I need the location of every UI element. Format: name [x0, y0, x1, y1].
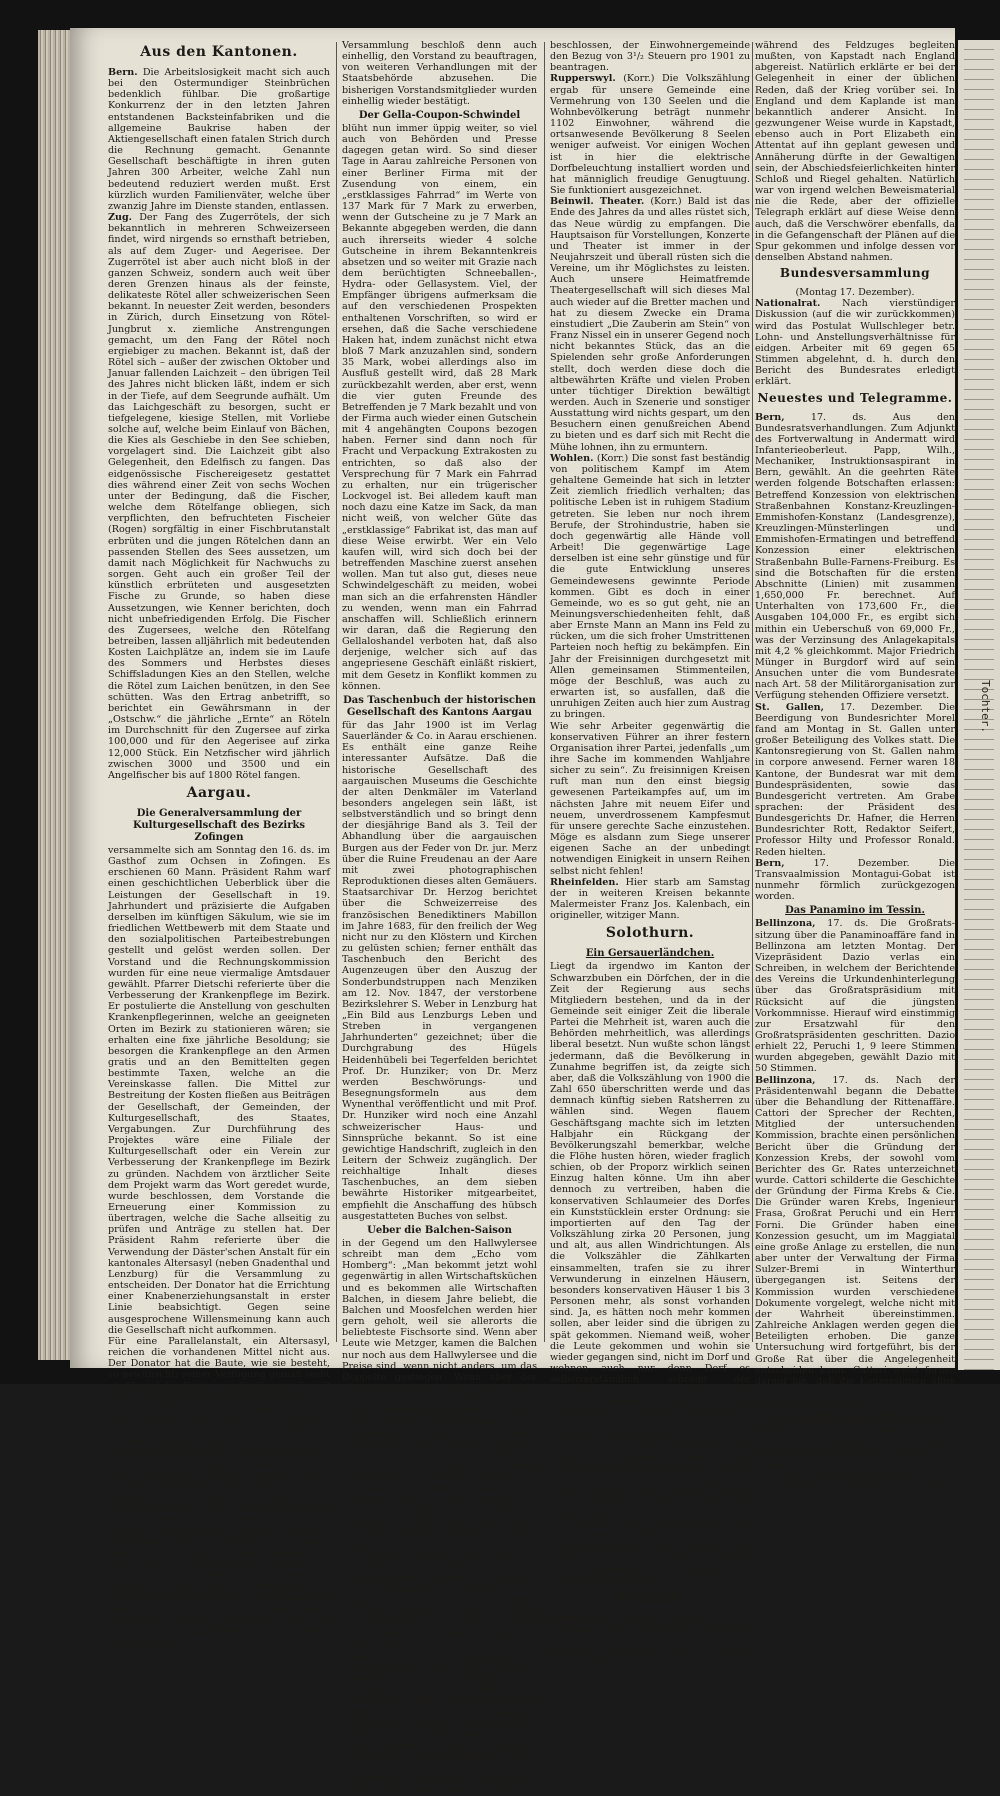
section-heading-ausland: Ausland. — [613, 1590, 687, 1607]
article-zug — [108, 212, 330, 781]
article-lead: Rupperswyl. — [550, 73, 616, 85]
article-body: Nach vierstündiger Diskussion (auf die wir zurückkommen) wird das Postulat Wullschleger betr. Lohn- und Anstellungsverhältnisse für eidgen. Arbeiter mit 69 gegen 65 Stimmen abgelehnt, d. h. durch den Bericht des Bundesrates erledigt erklärt. — [755, 298, 955, 388]
correspondent-tag: (Korr.) — [650, 196, 682, 208]
column-rule — [336, 42, 337, 1342]
column-1 — [108, 40, 330, 1649]
column-3 — [550, 40, 750, 1669]
article-body: 17. Dezember. Die Transvaalmission Montagui-Gobat ist nunmehr förmlich zurückgezogen worden. — [755, 857, 955, 903]
article-lead: Bern, — [755, 857, 785, 869]
article-lead: Paris, — [755, 1425, 786, 1437]
article-suedafrika — [550, 1613, 750, 1669]
article-subheading: Der Gella-Coupon-Schwindel — [358, 109, 521, 121]
article-lead: Aarau — [342, 1650, 374, 1662]
article-body: 17. ds. Die Großrats-sitzung über die Panaminoaffäre fand in Bellinzona am letzten Montag. Der Vizepräsident Dazio verlas ein Schreiben, in welchem der Berichtende des Vereins die Urkundenhinterlegung über das Großratspräsidium mit Rücksicht auf die jüngsten Vorkommnisse. Hierauf wird einstimmig zur Ersatzwahl für den Großratspräsidenten geschritten. Dazio erhielt 22, Peruchi 1, 9 leere Stimmen wurden abgegeben, gewählt Dazio mit 50 Stimmen. — [755, 918, 955, 1075]
article-lead: St. Gallen, — [755, 701, 824, 713]
article-rupperswyl — [550, 73, 750, 196]
article-lead: Beinwil. Theater. — [550, 196, 645, 208]
column-rule — [752, 42, 753, 1342]
article-body: 17. ds. Aus den Bundesratsverhandlungen. Zum Adjunkt des Fortverwaltung in Andermatt wird Infanterieoberleut. Papp, Wilh., Mechaniker, Instruktionsaspirant in Bern, gewählt. An die geehrten Räte werden folgende Botschaften erlassen: Betreffend Konzession von elektrischen Straßenbahnen Konstanz-Kreuzlingen-Emmishofen-Konstanz (Landesgrenze), Kreuzlingen-Münsterlingen und Emmishofen-Ermatingen und betreffend Konzession einer elektrischen Straßenbahn Bulle-Farnens-Freiburg. Es sind die Botschaften für die ersten Abschnitte (Linien) mit zusammen 1,650,000 Fr. berechnet. Auf Unterhalten von 173,600 Fr., die Ausgaben 104,000 Fr., es ergibt sich mithin ein Ueberschuß von 69,000 Fr., was der Verzinsung des Anlagekapitals mit 4,2 % gleichkommt. Major Friedrich Münger in Burgdorf wird auf sein Ansuchen unter die vom Bundesrate nach Art. 58 der Militärorganisation zur Verfügung stehenden Offiziere versetzt. — [755, 411, 955, 702]
article-taschenbuch: für das Jahr 1900 ist im Verlag Sauerländer & Co. in Aarau erschienen. Es enthält eine ganze Reihe interessanter Aufsätze. Daß die historische Gesellschaft des aargauischen Museums die Geschichte der alten Denkmäler im Vaterland besonders angelegen sein läßt, ist selbstverständlich und so bringt denn der diesjährige Band als 3. Teil der Abhandlung über die aargauischen Burgen aus der Feder von Dr. jur. Merz über die Ruine Freudenau an der Aare mit zwei photographischen Reproduktionen dieses alten Gemäuers. Staatsarchivar Dr. Herzog berichtet über die Schweizerreise des französischen Benediktiners Mabillon im Jahre 1683, für den freilich der Weg nicht nur zu den Klöstern und Kirchen zu gelüsten schien; ferner enthält das Taschenbuch den Bericht des Augenzeugen über den Auszug der Sonderbundstruppen nach Menziken am 12. Nov. 1847, der verstorbene Bezirkslehrer S. Weber in Lenzburg hat „Ein Bild aus Lenzburgs Leben und Streben in vergangenen Jahrhunderten“ gezeichnet; über die Durchgrabung des Hügels Heidenhübeli bei Tegerfelden berichtet Prof. Dr. Hunziker; von Dr. Merz werden Beschwörungs- und Besegnungsformeln aus dem Wynenthal veröffentlicht und mit Prof. Dr. Hunziker wird noch eine Anzahl schweizerischer Haus- und Sinnsprüche bekannt. So ist eine gewichtige Handschrift, zugleich in den Leitern der Schweiz zugänglich. Der reichhaltige Inhalt dieses Taschenbuches, an dem sieben bewährte Historiker mitgearbeitet, empfiehlt die Anschaffung des hübsch ausgestatteten Buches von selbst. — [342, 719, 537, 1222]
article-lead: Zug. — [108, 212, 133, 224]
article-subheading: Das Taschenbuch der historischen Gesellschaft des Kantons Aargau — [343, 694, 536, 718]
article-body: Hier starb am Samstag der in weiteren Kreisen bekannte Malermeister Franz Jos. Kalenbach, ein origineller, witziger Mann. — [550, 876, 750, 922]
article-lead: Bern. — [108, 67, 138, 78]
article-aarau — [342, 1651, 537, 1796]
telegram-bellinzona-2 — [755, 1075, 955, 1410]
article-coupon-schwindel: blüht nun immer üppig weiter, so viel auch von Behörden und Presse dagegen getan wird. So sind dieser Tage in Aarau zahlreiche Personen von einer Berliner Firma mit der Zusendung von einem, ein „erstklassiges Fahrrad“ im Werte von 137 Mark für 7 Mark zu erwerben, wenn der Gutscheine zu je 7 Mark an Bekannte abgegeben werden, die dann auch ihrerseits wieder 4 solche Gutscheine in ihrem Bekanntenkreis absetzen und so weiter mit Grazie nach dem berüchtigten Schneeballen-, Hydra- oder Gellasystem. Viel, der Empfänger übrigens aufmerksam die auf den verschiedenen Prospekten enthaltenen Vorschriften, so wird er ersehen, daß die Sache verschiedene Haken hat, indem zunächst nicht etwa bloß 7 Mark anzuzahlen sind, sondern 35 Mark, wobei allerdings also im Ausfluß gestellt wird, daß 28 Mark zurückbezahlt werden, aber erst, wenn die vier guten Freunde des Betreffenden je 7 Mark bezahlt und von der Firma auch wieder einen Gutschein mit 4 angehängten Coupons bezogen haben. Ferner sind dann noch für Fracht und Verpackung Extrakosten zu entrichten, so daß also der Versprechung für 7 Mark ein Fahrrad zu erhalten, nur ein trügerischer Lockvogel ist. Bei alledem kauft man noch dazu eine Katze im Sack, da man nicht weiß, von welcher Güte das „erstklassige“ Fabrikat ist, das man auf diese Weise erwirbt. Wer ein Velo kaufen will, wird sich doch bei der betreffenden Maschine zuerst ansehen wollen. Man tut also gut, dieses neue Schwindelgeschäft zu meiden, wobei man sich an die erfahrensten Händler zu wenden, wenn man ein Fahrrad anschaffen will. Schließlich erinnern wir daran, daß die Regierung den Gellaloshandel verboten hat, daß also derjenige, welcher sich auf das angepriesene Geschäft einläßt riskiert, mit dem Gesetz in Konflikt kommen zu können. — [342, 122, 537, 692]
article-continuation: Es sind doch bis Mordsfeier die konservativen Ratsherren nicht in dem Gemeinderat erwünscht worden, so daß das Dörfchen nun mit dem Stimmzettel einen sicheren Sieg erreichen könnte. Wir wünschen ihnen, daß die Schwarzbuben nicht zu sehr verlieren, und für alle Zeiten dem Proporz den Zutritt versperrt wird. Wie ein gesunder Bevölkerungsstand bald erwiesen sein wird, so wird auch dieses Gersauerländchen dem Fortschritt sich nicht entziehen können. — [550, 1441, 750, 1586]
article-lead: Südafrika. — [550, 1613, 606, 1625]
article-rheinfelden — [550, 877, 750, 922]
next-page-fragment: Tochter. — [979, 680, 992, 733]
article-beinwil — [550, 196, 750, 453]
article-continuation: beschlossen, der Einwohnergemeinde den Bezug von 3¹/₂ Steuern pro 1901 zu beantragen. — [550, 40, 750, 74]
article-wohlen — [550, 453, 750, 721]
section-heading-aargau: Aargau. — [186, 785, 252, 801]
article-lead: Bern, — [755, 411, 785, 423]
column-rule — [544, 42, 545, 1342]
article-lead: Wohlen. — [550, 452, 594, 464]
article-body: Bald ist das Ende des Jahres da und alles rüstet sich, das Neue würdig zu empfangen. Die Hauptsaison für Vorstellungen, Konzerte und Theater ist immer in der Neujahrszeit und überall rüsten sich die Vereine, um ihr Möglichstes zu leisten. Auch unsere Heimatfremde Theatergesellschaft will sich dieses Mal auch wieder auf die Bretter machen und hat zu diesem Zwecke ein Drama einstudiert „Die Zauberin am Stein“ von Franz Nissel ein in unserer Gegend noch nicht bekanntes Stück, das an die Spielenden sehr große Anforderungen stellt, doch werden diese doch die altbewährten Kräfte und vielen Proben unter tüchtiger Direktion bewältigt werden. Auch in Szenerie und sonstiger Ausstattung wird nichts gespart, um den Besuchern einen genußreichen Abend zu bieten und es darf sich mit Recht die Mühe lohnen, ihn zu ermuntern. — [550, 196, 750, 453]
article-bern — [108, 67, 330, 212]
article-subheading: Unglücksfälle und Verbrechen. — [768, 1412, 942, 1424]
article-body: 17. Dezember. Die Beerdigung von Bundesrichter Morel fand am Montag in St. Gallen unter großer Beteiligung des Volkes statt. Die Kantonsregierung von St. Gallen nahm in corpore anwesend. Ferner waren 18 Kantone, der Bundesrat war mit dem Bundespräsidenten, sowie das Bundesgericht vertreten. Am Grabe sprachen: der Präsident des Bundesgerichts Dr. Hafner, die Herren Bundesrichter Rott, Redaktor Seifert, Professor Hilty und Professor Ronald. Reden hielten. — [755, 701, 955, 858]
article-lead: Nationalrat. — [755, 298, 821, 310]
column-2 — [342, 40, 537, 1796]
article-body: Die sonst fast beständig von politischem Kampf im Atem gehaltene Gemeinde hat sich in letzter Zeit ziemlich friedlich verhalten; das politische Leben ist in ruhigem Stadium getreten. Sie leben nur noch ihrem Berufe, der Strohindustrie, haben sie doch gegenwärtig alle Hände voll Arbeit! Die gegenwärtige Lage derselben ist eine sehr günstige und für die gute Entwicklung unseres Gemeindewesens gewinnte Periode kommen. Gibt es doch in einer Gemeinde, wo es so gut geht, nie an Meinungsverschiedenheiten fehlt, daß aber Ernste Mann an Mann ins Feld zu rücken, um die sich froher Umstrittenen Parteien noch heftig zu bekämpfen. Ein Jahr der Freisinnigen durchgesetzt mit Allen gemeinsamen Stimmenteilen, möge der Beschluß, was auch zu erwarten ist, so ausfallen, daß die unruhigen Zeiten auch hier zum Austrag zu bringen. — [550, 452, 750, 721]
article-continuation: Versammlung beschloß denn auch einhellig, den Vorstand zu beauftragen, von weiteren Verhandlungen mit der Staatsbehörde abzusehen. Die bisherigen Vorstandsmitglieder wurden einhellig wieder bestätigt. — [342, 40, 537, 107]
column-4 — [755, 40, 955, 1493]
article-continuation: während des Feldzuges begleiten mußten, von Kapstadt nach England abgereist. Natürlich erklärte er bei der Gelegenheit in einer der üblichen Reden, daß der Krieg vorüber sei. In England und dem Kaplande ist man bekanntlich anderer Ansicht. In gezwungener Weise wurde in Kapstadt, ebenso auch in Port Elizabeth ein Attentat auf ihn geplant gewesen und Annäherung dürfte in der Gewaltigen sein, der Abschiedsfeierlichkeiten hinter Schloß und Riegel gehalten. Natürlich war von irgend welchen Beweismaterial nie die Rede, aber der offizielle Telegraph erklärt auf diese Weise denn auch, daß die Verschwörer ebenfalls, da in die Gefangenschaft der Plänen auf die Spur gekommen und infolge dessen vor denselben Abstand nahmen. — [755, 40, 955, 263]
section-heading-solothurn: Solothurn. — [605, 925, 695, 942]
article-balchen: in der Gegend um den Hallwylersee schreibt man dem „Echo vom Homberg“: „Man bekommt jetzt wohl gegenwärtig in allen Wirtschaftsküchen und es bekommen alle Wirtschaften Balchen, in diesem Jahre beliebt, die Balchen und Moosfelchen werden hier gern geholt, weil sie allerorts die beliebteste Fischsorte sind. Wenn aber Leute wie Metzger, kamen die Balchen nur noch aus dem Hallwylersee und die Preise sind, wenn nicht anders, um das Doppelte gestiegen. Wenn aber der Fischhandel diesem Wirte oder jenem Fischer das Balchen auch nur einen kleinen Preisnachlass anbot, so kamen schon wieder Bestellungen. Das Balchenessen ist aber in der ganzen Gegend einer der schönsten Genüsse. Man weiß, daß der Balchen dort erst und nur im Winter so recht schmackhaft ist. Wo die Balchen von Meisterschaft gefischt werden, da beten die Leute so zum Himmel, daß doch gute Balchenjahre kommen möchten. Vor 10 Jahren noch kaufte man das Pfund Balchen zu 50–60 Rappen, während heute 90 Rp. und 1 Fr. bezahlt werden. Seit sie ein bekannter, auch unserer Gegend stammender Wirt in Bern den National- und Ständeräten verraten und vorgestellt hat, wird jetzt die Balchen per Stück bezahlt, da sind die Preise noch gestiegen und es wird auch nicht helfen, wenn die Balchen nur selten zu haben sind. — [342, 1237, 537, 1651]
correspondent-tag: (Korr.) — [623, 73, 655, 85]
section-heading-kantonen: Aus den Kantonen. — [140, 44, 298, 60]
section-heading-bundesversammlung: Bundesversammlung — [779, 266, 931, 281]
telegram-st-gallen — [755, 702, 955, 858]
section-heading-telegramme: Neuestes und Telegramme. — [757, 390, 953, 405]
article-body: Der Fang des Zugerrötels, der sich bekanntlich in mehreren Schweizerseen findet, wird nirgends so ernsthaft betrieben, als auf dem Zuger- und Aegerisee. Der Zugerrötel ist aber auch nicht bloß in der ganzen Schweiz, sondern auch weit über deren Grenzen hinaus als der feinste, delikateste Rötel aller schweizerischen Seen bekannt. In neuester Zeit werden, besonders in Zürich, durch Einsetzung von Rötel-Jungbrut x. ziemliche Anstrengungen gemacht, um den Fang der Rötel noch ergiebiger zu machen. Bekannt ist, daß der Rötel sich – außer der zwischen Oktober und Januar fallenden Laichzeit – den übrigen Teil des Jahres nicht blicken läßt, indem er sich in der Tiefe, auf dem Seegrunde aufhält. Um das Laichgeschäft zu besorgen, sucht er tiefgelegene, kiesige Stellen, mit Vorliebe solche auf, welche beim Einlauf von Bächen, die Kies als Geschiebe in den See schieben, vorgelagert sind. Die Laichzeit gibt also Gelegenheit, den Edelfisch zu fangen. Das eidgenössische Fischereigesetz gestattet dies während einer Zeit von sechs Wochen unter der Bedingung, daß die Fischer, welche dem Rötelfange obliegen, sich verpflichten, den befruchteten Fischeier (Rogen) sorgfältig in einer Fischbrutanstalt erbrüten und die jungen Rötelchen dann an passenden Stellen des Sees aussetzen, um damit nach Möglichkeit für Nachwuchs zu sorgen. Geht auch ein großer Teil der künstlich erbrüteten und ausgesetzten Fische zu Grunde, so haben diese Aussetzungen, wie Kenner berichten, doch nicht unbefriedigenden Erfolg. Die Fischer des Zugersees, welche den Rötelfang betreiben, lassen alljährlich mit bedeutenden Kosten Laichplätze an, indem sie im Laufe des Sommers und Herbstes dieses Schiffsladungen Kies an den Stellen, welche die Rötel zum Laichen benützen, in den See schütten. Was den Ertrag anbetrifft, so berichtet ein Gewährsmann in der „Ostschw.“ die jährliche „Ernte“ an Röteln im Durchschnitt für den Zugersee auf zirka 100,000 und für den Aegerisee auf zirka 12,000 Stück. Ein Netzfischer wird jährlich zwischen 3000 und 3500 und ein Angelfischer bis auf 1800 Rötel fangen. — [108, 212, 330, 781]
article-lead: Rheinfelden. — [550, 876, 619, 888]
article-continuation: Wie sehr Arbeiter gegenwärtig die konservativen Führer an ihrer festern Organisation ihrer Partei, jedenfalls „um ihre Sache im kommenden Wahljahre sicher zu sein“. Zu freisinnigen Kreisen ruft man nun den einst biegsig gewesenen Parteikampfes auf, um im nächsten Jahre mit neuem Eifer und neuem, unverdrossenem Kampfesmut für unsere gerechte Sache einzustehen. Möge es alsdann zum Siege unserer eigenen Sache an der unbedingt notwendigen Einigkeit in unsern Reihen selbst nicht fehlen! — [550, 720, 750, 877]
article-subheading: Ueber die Balchen-Saison — [367, 1224, 512, 1236]
article-gersauerlaendchen: Liegt da irgendwo im Kanton der Schwarzbuben ein Dörfchen, der in die Zeit der Regierung aus sechs Mitgliedern bestehen, und da in der Gemeinde seit einiger Zeit die liberale Partei die Mehrheit ist, waren auch die Behörden mehrheitlich, was allerdings liberal besetzt. Nun wußte schon längst jedermann, daß die Bevölkerung in Zunahme begriffen ist, da zeigte sich aber, daß die Volkszählung von 1900 die Zahl 650 überschritten werde und das demnach künftig sieben Ratsherren zu wählen sind. Wegen flauem Geschäftsgang machte sich im letzten Halbjahr ein Rückgang der Bevölkerungszahl bemerkbar, welche die Flöhe husten hören, wieder fraglich schien, ob der Proporz wirklich seinen Einzug halten könne. Um ihn aber dennoch zu vertreiben, haben die konservativen Schlaumeier des Dorfes ein Kunststücklein erster Ordnung: sie importierten auf den Tag der Volkszählung zirka 20 Personen, jung und alt, aus allen Windrichtungen. Als die Volkszähler die Zählkarten einsammelten, trafen sie zu ihrer Verwunderung in einzelnen Häusern, besonders konservativen Häuser 1 bis 3 Personen mehr, als sonst vorhanden sind. Ja, es hätten noch mehr kommen sollen, aber leider sind die übrigen zu spät gekommen. Niemand weiß, woher die Leute gekommen und wohin sie wieder gegangen sind, nicht im Dorf und wohnen auch nur denn Dorf es selbstverständlich, schreibt der „Birsbote“, daß man wahrlich allzu schwere Bedenken tragen muß, die Bevölkerung zu zählen, welche unter Umständen nicht selbständig ihre Zählung zu Stande bringen. — [550, 961, 750, 1441]
article-body: Lord Roberts feierte am 12. Dezember das 50-jährige Jubiläum seines Eintrittes in die Armee. Er ist am Dienstag mit seiner Frau und seinen beiden Töchtern, die ihn — [550, 1613, 750, 1669]
correspondent-tag: (Korr.) — [596, 452, 629, 464]
session-date: (Montag 17. Dezember). — [795, 287, 915, 299]
article-subheading: Ein Gersauerländchen. — [585, 948, 715, 960]
article-body: Die Arbeitslosigkeit macht sich auch bei den Ostermundiger Steinbrüchen bedenklich fühlbar. Die großartige Konkurrenz der in den letzten Jahren entstandenen Backsteinfabriken und die allgemeine Baukrise haben der Aktiengesellschaft einen fatalen Strich durch die Rechnung gemacht. Genannte Gesellschaft beschäftigte in ihren guten Jahren 300 Arbeiter, welche Zahl nun bedeutend reduziert werden mußt. Erst kürzlich wurden Familienväter, welche über zwanzig Jahre im Dienste standen, entlassen. — [108, 67, 330, 212]
telegram-bern-2 — [755, 858, 955, 903]
article-body: 17. ds. Nach der Präsidentenwahl begann die Debatte über die Behandlung der Rittenaffäre. Cattori der Sprecher der Rechten, Mitglied der untersuchenden Kommission, brachte einen persönlichen Bericht über die Gründung der Konzession Krebs, der sowohl vom Berichter des Gr. Rates unterzeichnet wurde. Cattori schilderte die Geschichte der Gründung der Firma Krebs & Cie. Die Gründer waren Krebs, Ingenieur Frasa, Großrat Peruchi und ein Herr Forni. Die Gründer haben eine Konzession gesucht, um im Maggiatal eine große Anlage zu erstellen, die nun aber unter der Verwaltung der Firma Sulzer-Bremi in Winterthur übergegangen ist. Seitens der Kommission wurden verschiedene Dokumente vorgelegt, welche nicht mit der Wahrheit übereinstimmen. Zahlreiche Anklagen werden gegen die Beteiligten erhoben. Die ganze Untersuchung wird fortgeführt, bis der Große Rat über die Angelegenheit entscheiden kann. Cattori weist ferner darauf hin, daß die Konzessionen ohne gehörige Prüfung erteilt wurden. Morgen Weiterberatung. — [755, 1074, 955, 1410]
article-lead: Bellinzona, — [755, 1074, 816, 1086]
next-page-margin — [958, 40, 1000, 1370]
telegram-paris — [755, 1425, 955, 1492]
article-continuation: Für eine Parallelanstalt, ein Altersasyl, reichen die vorhandenen Mittel nicht aus. Der Donator hat die Baute, wie sie besteht, so gewünscht; seiner Verfügung gemäß steht ein Viertel der Kosten zur Verfügung. Es soll das Geld unproduktiv verwendet werden, so ist dies nicht Schuld der Anstaltsbehörden, die lediglich seinen Willen zu vollziehen hatten. Die bestehende Knabenerziehungsanstalt hat noch 3 Jahren Wirksamkeit noch nicht so erstarkt, daß eine Parallelanstalt mit gutem Gewissen durch die Gesellschaft errichtet werden könnte. Bauten und Einrichtungen würden zu große Summen verschlingen, welche die Kulturgesellschaft ohne Beeinträchtigung der Interessen der bisherigen Anstalt nicht flüssig machen könnte. Wenn zahlreiche Erziehungsanstalten bestehen, so wären ganze staatsbeiträge und Gemeindebeiträge nötig für die Däster'sche Anstalt. Die Versammlung beschloß in diesem Sinne. Das Interesse für die Anstalt ist gewachsen. Die Kulturgesellschaft hat daher ihr Interesse zu fördern, die Leitung der Anstalt bleibt unverändert und im bisherigen Sinne. Es kam noch eine Anzahl kleinerer Traktanden zur Erledigung. — [108, 1335, 330, 1649]
article-body: Aus den Verhandlungen des Gemeinderates vom 14. Dez. 1900. Die Entwürfe der Voranschläge der Gemeinde- verwaltung für 1901 werden durchberaten und festgestellt und mit Rücksicht auf den sich ergebenden Fehlbetrag, welcher hauptsächlich durch die Erweiterung des Elektrizitätswerkes und die elektrische Straßenbahn Aarau-Schöftland, durch die Hochdruckwasserfassung und die notwendige Erhöhung verschiedener Posten im Bauwesen bedingt erscheint, — [342, 1650, 537, 1796]
article-lead: Bellinzona, — [755, 918, 816, 930]
article-nationalrat — [755, 298, 955, 387]
article-body: Die Volkszählung ergab für unsere Gemeinde eine Vermehrung von 130 Seelen und die Wohnbevölkerung beträgt nunmehr 1102 Einwohner, während die ortsanwesende Bevölkerung 8 Seelen weniger aufweist. Vor einigen Wochen ist in hier die elektrische Dorfbeleuchtung installiert worden und hat männiglich freudige Genugtuung. Sie funktioniert ausgezeichnet. — [550, 73, 750, 197]
article-aargau: versammelte sich am Sonntag den 16. ds. im Gasthof zum Ochsen in Zofingen. Es erschienen 60 Mann. Präsident Rahm warf einen geschichtlichen Ueberblick über die Leistungen der Gesellschaft in 19. Jahrhundert und präzisierte die Aufgaben derselben im künftigen Säkulum, wie sie im friedlichen Wettbewerb mit dem Staate und den sozialpolitischen Parteibestrebungen gestellt und gelöst werden sollen. Der Vorstand und die Rechnungskommission wurden für eine neue viermalige Amtsdauer gewählt. Pfarrer Dietschi referierte über die Verbesserung der Krankenpflege im Bezirk. Er postulierte die Anstellung von geschulten Krankenpflegerinnen, welche an geeigneten Orten im Bezirk zu stationieren wären; sie erhalten eine fixe jährliche Besoldung; sie besorgen die Krankenpflege an den Armen gratis und an den Bemittelten gegen bestimmte Taxen, welche an die Vereinskasse fallen. Die Mittel zur Bestreitung der Kosten fließen aus Beiträgen der Gesellschaft, der Gemeinden, der Kulturgesellschaft, des Staates, Vergabungen. Zur Durchführung des Projektes wäre eine Filiale der Kulturgesellschaft oder ein Verein zur Verbesserung der Krankenpflege im Bezirk zu gründen. Nachdem von ärztlicher Seite dem Projekt warm das Wort geredet wurde, wurde beschlossen, dem Vorstande die Erneuerung einer Kommission zu übertragen, welche die Sache allseitig zu prüfen und Anträge zu stellen hat. Der Präsident Rahm referierte über die Verwendung der Däster'schen Anstalt für ein kantonales Altersasyl (neben Gnadenthal und Lenzburg) für die Versammlung zu entscheiden. Der Donator hat die Errichtung einer Knabenerziehungsanstalt in erster Linie beabsichtigt. Gegen seine ausgesprochene Willensmeinung kann auch die Gesellschaft nicht aufkommen. — [108, 845, 330, 1336]
article-subheading: Das Panamino im Tessin. — [785, 905, 925, 917]
article-body: 17. ds. Die Polizei hat letzte Nacht 480 Personen verhaftet unter dem Verdachte, mit dem Verbrechen an einem jungen Mädchen in Verbindung zu stehen. Eine Belohnung von 500 Fr. wird demjenigen versprochen, der Aus- — [755, 1425, 955, 1493]
telegram-bern — [755, 412, 955, 702]
telegram-bellinzona — [755, 918, 955, 1074]
article-subheading: Die Generalversammlung der Kulturgesellschaft des Bezirks Zofingen — [132, 808, 306, 843]
